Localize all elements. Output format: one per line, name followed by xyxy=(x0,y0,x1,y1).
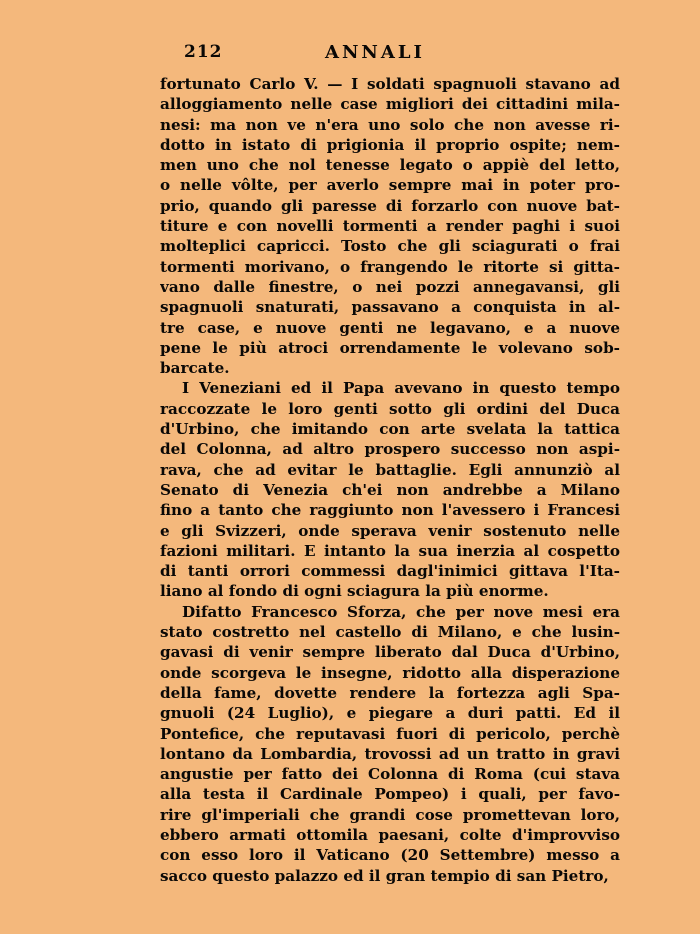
text-line: nesi: ma non ve n'era uno solo che non avesse ri- xyxy=(160,115,620,134)
text-line: tormenti morivano, o frangendo le ritorte si gitta- xyxy=(160,257,620,276)
text-line: spagnuoli snaturati, passavano a conquista in al- xyxy=(160,298,620,317)
text-line: alloggiamento nelle case migliori dei cittadini mila- xyxy=(160,95,620,114)
text-line: Difatto Francesco Sforza, che per nove mesi era xyxy=(182,602,620,621)
text-line: titure e con novelli tormenti a render paghi i suoi xyxy=(160,217,620,236)
text-line: pene le più atroci orrendamente le volevano sob- xyxy=(160,338,620,357)
text-line: di tanti orrori commessi dagl'inimici gittava l'Ita- xyxy=(160,562,620,581)
text-line: del Colonna, ad altro prospero successo non aspi- xyxy=(160,440,620,459)
text-line: tre case, e nuove genti ne legavano, e a nuove xyxy=(160,318,620,337)
text-line: fazioni militari. E intanto la sua inerzia al cospetto xyxy=(160,541,620,560)
paragraph xyxy=(160,378,620,601)
text-line: men uno che nol tenesse legato o appiè del letto, xyxy=(160,156,620,175)
text-line: liano al fondo di ogni sciagura la più enorme. xyxy=(160,582,549,601)
text-line: fortunato Carlo V. — I soldati spagnuoli stavano ad xyxy=(160,75,620,93)
text-line: con esso loro il Vaticano (20 Settembre) messo a xyxy=(160,846,620,865)
text-line: gnuoli (24 Luglio), e piegare a duri patti. Ed il xyxy=(160,704,620,723)
text-line: rire gl'imperiali che grandi cose promettevan loro, xyxy=(160,805,620,824)
page-number: 212 xyxy=(184,42,223,62)
text-line: prio, quando gli paresse di forzarlo con nuove bat- xyxy=(160,196,620,215)
paragraph xyxy=(160,602,620,886)
text-line: d'Urbino, che imitando con arte svelata la tattica xyxy=(160,420,620,439)
text-line: rava, che ad evitar le battaglie. Egli annunziò al xyxy=(160,460,620,479)
text-body xyxy=(160,74,620,886)
text-line: Senato di Venezia ch'ei non andrebbe a Milano xyxy=(160,480,620,499)
text-line: lontano da Lombardia, trovossi ad un tratto in gravi xyxy=(160,744,620,763)
text-line: della fame, dovette rendere la fortezza agli Spa- xyxy=(160,683,620,702)
text-line: o nelle vôlte, per averlo sempre mai in poter pro- xyxy=(160,176,620,195)
text-line: dotto in istato di prigionia il proprio ospite; nem- xyxy=(160,135,620,154)
text-line: raccozzate le loro genti sotto gli ordini del Duca xyxy=(160,399,620,418)
text-line: onde scorgeva le insegne, ridotto alla disperazione xyxy=(160,663,620,682)
paragraph xyxy=(160,74,620,378)
text-line: I Veneziani ed il Papa avevano in questo tempo xyxy=(182,379,620,398)
text-line: e gli Svizzeri, onde sperava venir sostenuto nelle xyxy=(160,521,620,540)
text-line: Pontefice, che reputavasi fuori di pericolo, perchè xyxy=(160,724,620,743)
text-line: gavasi di venir sempre liberato dal Duca d'Urbino, xyxy=(160,643,620,662)
text-line: vano dalle finestre, o nei pozzi annegavansi, gli xyxy=(160,277,620,296)
text-line: angustie per fatto dei Colonna di Roma (cui stava xyxy=(160,765,620,784)
text-line: stato costretto nel castello di Milano, e che lusin- xyxy=(160,623,620,642)
running-title: ANNALI xyxy=(325,42,425,63)
text-line: fino a tanto che raggiunto non l'avessero i Francesi xyxy=(160,501,620,520)
running-head xyxy=(160,42,620,68)
text-line: ebbero armati ottomila paesani, colte d'improvviso xyxy=(160,825,620,844)
text-line: alla testa il Cardinale Pompeo) i quali, per favo- xyxy=(160,785,620,804)
text-line: sacco questo palazzo ed il gran tempio di san Pietro, xyxy=(160,866,609,885)
text-line: molteplici capricci. Tosto che gli sciagurati o frai xyxy=(160,237,620,256)
book-page xyxy=(160,42,620,886)
text-line: barcate. xyxy=(160,359,230,378)
